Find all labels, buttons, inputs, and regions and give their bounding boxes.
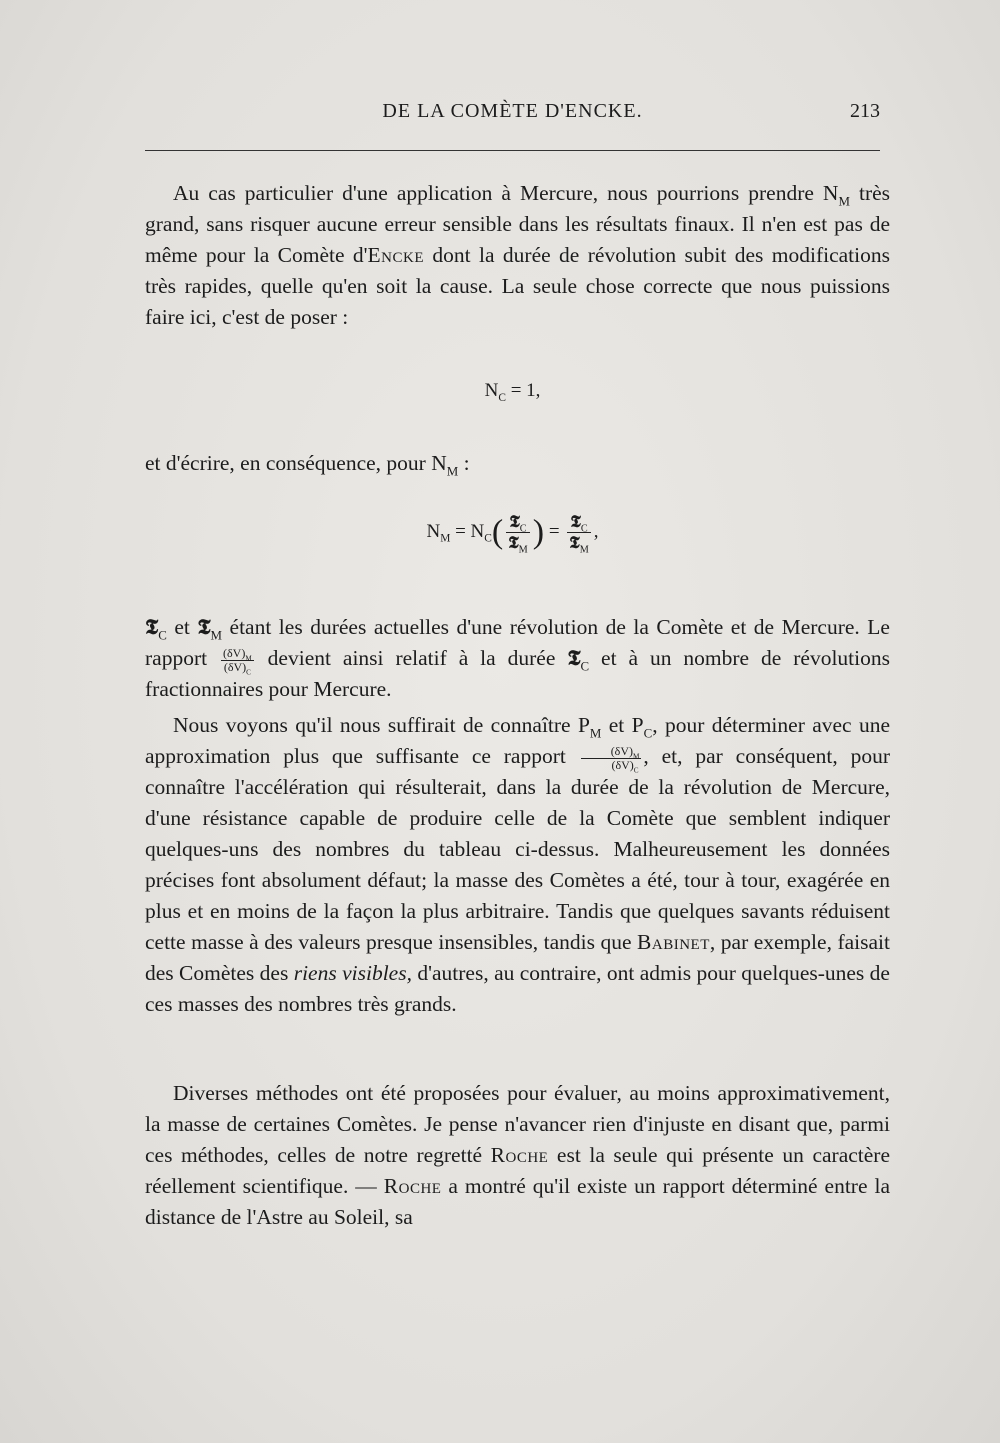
paragraph-1	[145, 178, 890, 333]
running-head	[145, 100, 880, 130]
equation-1: $N_C = 1$,	[484, 380, 541, 404]
p2-text-b: :	[458, 451, 470, 475]
italic-riens-visibles: riens visibles,	[293, 961, 412, 985]
name-babinet: Babinet	[637, 930, 710, 954]
eq2-fraction-1: $\frac{𝕿_C}{𝕿_M}$	[508, 512, 528, 556]
sub-m: M	[838, 194, 850, 209]
equation-2: $N_M = N_C$( $\frac{𝕿_C}{𝕿_M}$ ) = $\frac{𝕿_C}{𝕿_M}$ ,	[426, 512, 599, 556]
running-title: DE LA COMÈTE D'ENCKE.	[382, 100, 643, 122]
p2-text-a: et d'écrire, en conséquence, pour N	[145, 451, 447, 475]
name-roche: Roche	[490, 1143, 549, 1167]
ratio-fraction-1: $\frac{(\delta V)_M}{(\delta V)_C}$	[223, 645, 252, 676]
name-encke: Encke	[367, 243, 424, 267]
ratio-fraction-2: $\frac{(\delta V)_M}{(\delta V)_C}$	[581, 745, 642, 772]
paragraph-2: et d'écrire, en conséquence, pour $N_M$ :	[145, 451, 470, 479]
p1-text-a: Au cas particulier d'une application à Mercure, nous pourrions prendre N	[173, 181, 839, 205]
eq2-fraction-2: $\frac{𝕿_C}{𝕿_M}$	[569, 512, 589, 556]
name-roche-2: Roche	[383, 1174, 442, 1198]
paragraph-4: Nous voyons qu'il nous suffirait de connaître $P_M$ et $P_C$, pour déterminer avec une approximation plus que suffisante ce rapport $\frac{(\delta V)_M}{(\delta V)_C}$ , et, par conséquent, pour connaître l'accélération qui résulterait, dans la durée de la révolution de Mercure, d'une résistance capable de produire celle de la Comète que semblent indiquer quelques-uns des nombres du tableau ci-dessus. Malheureusement les données précises font absolument défaut; la masse des Comètes a été, tour à tour, exagérée en plus et en moins de la façon la plus arbitraire. Tandis que quelques savants réduisent cette masse à des valeurs presque insensibles, tandis que Babinet, par exemple, faisait des Comètes des riens visibles, d'autres, au contraire, ont admis pour quelques-unes de ces masses des nombres très grands.	[145, 713, 891, 1016]
paragraph-5: Diverses méthodes ont été proposées pour évaluer, au moins approximativement, la masse de certaines Comètes. Je pense n'avancer rien d'injuste en disant que, parmi ces méthodes, celles de notre regretté Roche est la seule qui présente un caractère réellement scientifique. — Roche a montré qu'il existe un rapport déterminé entre la distance de l'Astre au Soleil, sa	[145, 1081, 890, 1229]
header-rule	[145, 150, 880, 151]
p1-text-b: très grand, sans risquer aucune erreur sensible dans les résultats finaux. Il n'en est pas de même pour la Comète d'	[145, 181, 891, 267]
p1-text-c: dont la durée de révolution subit des modifications très rapides, quelle qu'en soit la cause. La seule chose correcte que nous puissions faire ici, c'est de poser :	[145, 243, 890, 329]
page-number: 213	[850, 100, 880, 122]
paragraph-3: 𝕿$_C$ et 𝕿$_M$ étant les durées actuelles d'une révolution de la Comète et de Mercure. Le rapport $\frac{(\delta V)_M}{(\delta V)_C}$ devient ainsi relatif à la durée 𝕿$_C$ et à un nombre de révolutions fractionnaires pour Mercure.	[145, 615, 890, 701]
